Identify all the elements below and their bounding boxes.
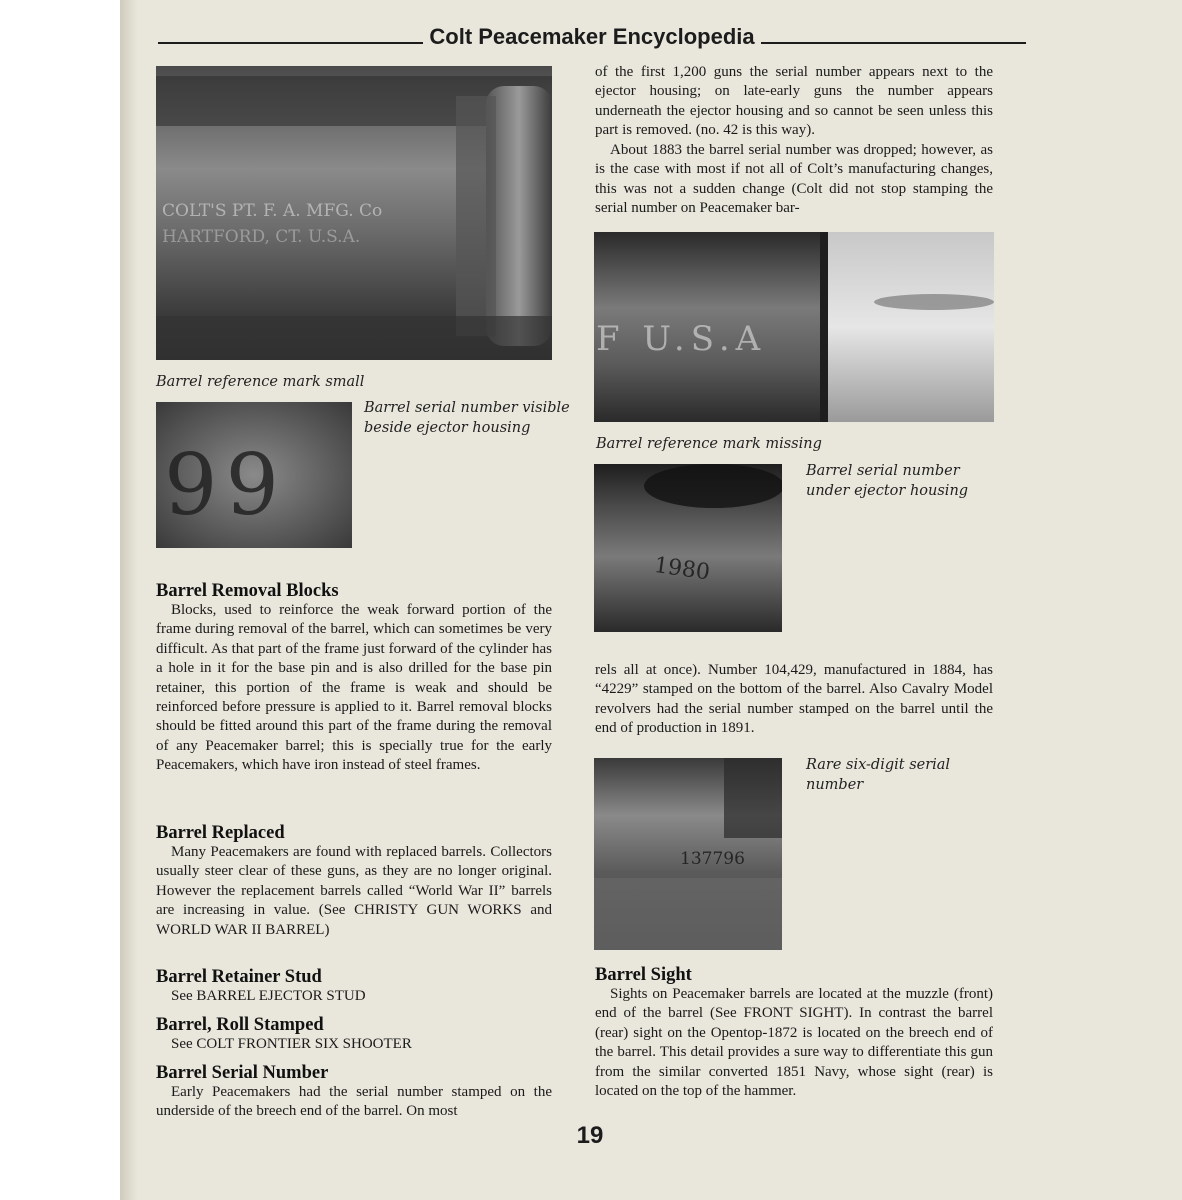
text-barrel-roll-stamped: See COLT FRONTIER SIX SHOOTER <box>171 1036 412 1052</box>
text-barrel-retainer-stud: See BARREL EJECTOR STUD <box>171 988 366 1004</box>
heading-barrel-serial-number: Barrel Serial Number <box>156 1063 329 1083</box>
caption-barrel-mark-small: Barrel reference mark small <box>156 374 365 390</box>
serial-digits-137796: 137796 <box>680 849 745 869</box>
page-number: 19 <box>576 1122 604 1149</box>
heading-barrel-replaced: Barrel Replaced <box>156 823 285 843</box>
heading-barrel-sight: Barrel Sight <box>595 965 692 985</box>
engraving-usa: F U.S.A <box>596 319 767 359</box>
text-barrel-serial-number: Early Peacemakers had the serial number stamped on the underside of the breech end of the barrel. On most <box>156 1084 552 1120</box>
text-barrel-removal-blocks: Blocks, used to reinforce the weak forward portion of the frame during removal of the barrel, which can sometimes be very difficult. As that part of the frame just forward of the cylinder has a hole in it for the base pin and is also drilled for the base pin retainer, this portion of the frame is weak and should be reinforced before pressure is applied to it. Barrel removal blocks should be fitted around this part of the frame during the removal of any Peacemaker barrel; this is specially true for the early Peacemakers, which have iron instead of steel frames. <box>156 602 552 774</box>
heading-barrel-retainer-stud: Barrel Retainer Stud <box>156 967 322 987</box>
engraving-line-2: HARTFORD, CT. U.S.A. <box>162 227 361 247</box>
photo-mark-missing <box>594 232 994 422</box>
caption-mark-missing: Barrel reference mark missing <box>596 436 822 452</box>
header-title: Colt Peacemaker Encyclopedia <box>429 24 755 49</box>
header-rule-left <box>158 42 423 44</box>
page-spine-shadow <box>120 0 138 1200</box>
serial-digits-99: 99 <box>164 436 287 534</box>
photo-serial-visible <box>156 402 352 548</box>
text-barrel-replaced: Many Peacemakers are found with replaced barrels. Collectors usually steer clear of these guns, as they are no longer original. However the replacement barrels called “World War II” barrels are increasing in value. (See CHRISTY GUN WORKS and WORLD WAR II BARREL) <box>156 844 552 938</box>
text-serial-continued-2: About 1883 the barrel serial number was dropped; however, as is the case with most if not all of Colt’s manufacturing changes, this was not a sudden change (Colt did not stop stamping the serial number on Peacemaker bar- <box>595 142 993 217</box>
text-serial-continued-3: rels all at once). Number 104,429, manufactured in 1884, has “4229” stamped on the bottom of the barrel. Also Cavalry Model revolvers had the serial number stamped on the barrel until the end of production in 1891. <box>595 662 993 737</box>
header-rule-right <box>761 42 1026 44</box>
heading-barrel-roll-stamped: Barrel, Roll Stamped <box>156 1015 324 1035</box>
text-barrel-sight: Sights on Peacemaker barrels are located at the muzzle (front) end of the barrel (See FRONT SIGHT). In contrast the barrel (rear) sight on the Opentop-1872 is located on the breech end of the barrel. This detail provides a sure way to differentiate this gun from the similar converted 1851 Navy, whose sight (rear) is located on the top of the hammer. <box>595 986 993 1100</box>
book-page <box>120 0 1182 1200</box>
running-header <box>158 18 1026 50</box>
photo-barrel-mark-small <box>156 66 552 360</box>
photo-rare-six-digit <box>594 758 782 950</box>
heading-barrel-removal-blocks: Barrel Removal Blocks <box>156 581 339 601</box>
caption-serial-under-1: Barrel serial number <box>806 463 960 479</box>
text-serial-continued-1: of the first 1,200 guns the serial number appears next to the ejector housing; on late-early guns the number appears underneath the ejector housing and so cannot be seen unless this part is removed. (no. 42 is this way). <box>595 64 993 139</box>
engraving-line-1: COLT'S PT. F. A. MFG. Co <box>162 201 383 221</box>
serial-digits-1980: 1980 <box>652 552 712 586</box>
caption-rare-2: number <box>806 777 864 793</box>
caption-serial-visible-2: beside ejector housing <box>364 420 531 436</box>
caption-rare-1: Rare six-digit serial <box>806 757 951 773</box>
photo-serial-under <box>594 464 782 632</box>
caption-serial-visible-1: Barrel serial number visible <box>364 400 570 416</box>
caption-serial-under-2: under ejector housing <box>806 483 969 499</box>
